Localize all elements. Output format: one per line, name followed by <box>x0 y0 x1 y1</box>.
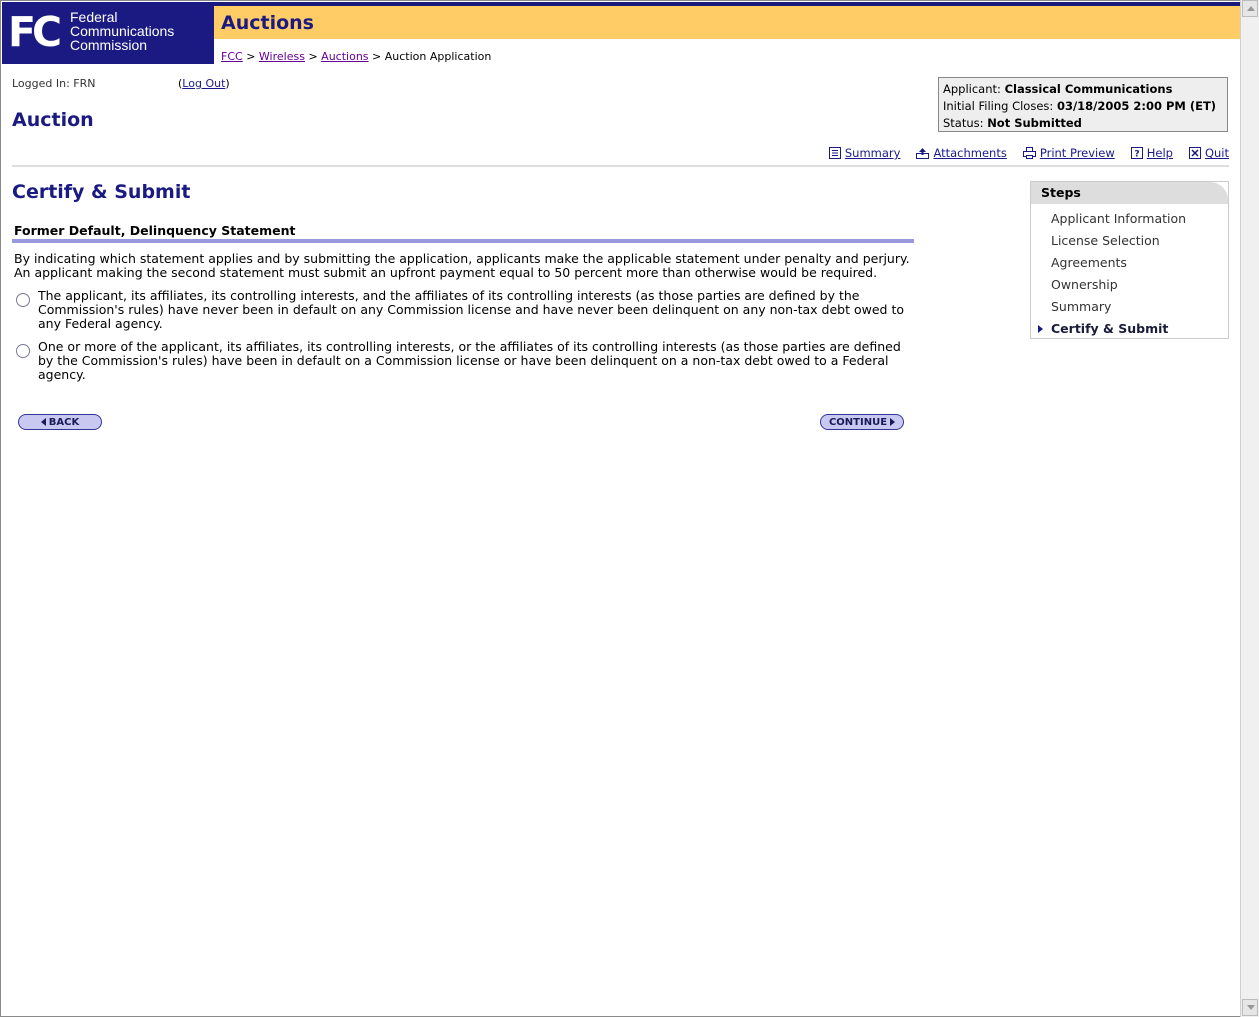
statement-intro: By indicating which statement applies and by submitting the application, applicants make the applicable statement under penalty and perjury. An applicant making the second statement must submit an upfront payment equal to 50 percent more than otherwise would be required. <box>14 251 910 280</box>
filing-label: Initial Filing Closes: <box>943 99 1054 113</box>
logout-link[interactable]: Log Out <box>182 77 226 90</box>
breadcrumb-fcc[interactable]: FCC <box>221 50 243 63</box>
steps-panel <box>1030 181 1229 339</box>
site-header <box>2 2 1240 64</box>
fcc-logo-line-2: Communications <box>70 23 175 39</box>
applicant-info-box <box>938 77 1228 132</box>
step-agreements[interactable]: Agreements <box>1051 255 1127 270</box>
radio-never-default[interactable] <box>16 293 30 307</box>
summary-link[interactable]: Summary <box>844 146 901 160</box>
continue-button[interactable] <box>820 414 904 430</box>
summary-tool[interactable] <box>829 146 901 160</box>
attachments-icon <box>916 147 929 159</box>
svg-text:?: ? <box>1134 149 1140 159</box>
header-divider <box>12 165 1229 167</box>
status-value: Not Submitted <box>987 116 1082 130</box>
breadcrumb-current: Auction Application <box>384 50 492 63</box>
fcc-logo-name <box>70 10 174 52</box>
steps-title: Steps <box>1031 182 1228 204</box>
statement-option-never-default[interactable] <box>16 289 914 331</box>
filing-value: 03/18/2005 2:00 PM (ET) <box>1056 99 1217 113</box>
breadcrumb <box>221 50 491 63</box>
breadcrumb-wireless[interactable]: Wireless <box>258 50 305 63</box>
statement-option-text: One or more of the applicant, its affiliates, its controlling interests, or the affiliates of its controlling interests (as those parties are defined by the Commission's rules) have been in default on a Commission license or have been delinquent on a non-tax debt owed to a Federal agency. <box>38 339 901 382</box>
toolbar <box>829 146 1229 160</box>
statement-option-text: The applicant, its affiliates, its controlling interests, and the affiliates of its controlling interests (as those parties are defined by the Commission's rules) have never been in default on any Commission license and have never been delinquent on any non-tax debt owed to any Federal agency. <box>38 288 904 331</box>
step-applicant-information[interactable]: Applicant Information <box>1051 211 1187 226</box>
step-certify-submit[interactable]: Certify & Submit <box>1031 318 1228 340</box>
attachments-tool[interactable] <box>916 146 1006 160</box>
quit-tool[interactable] <box>1189 146 1229 160</box>
back-button-label: BACK <box>48 416 80 428</box>
logged-in-label: Logged In: FRN <box>12 77 96 90</box>
applicant-label: Applicant: <box>943 82 1001 96</box>
scroll-down-button[interactable] <box>1242 999 1258 1016</box>
status-label: Status: <box>943 116 984 130</box>
page-title: Auction <box>12 109 94 131</box>
applicant-row <box>943 81 1223 98</box>
step-summary[interactable]: Summary <box>1051 299 1112 314</box>
back-button[interactable] <box>18 414 102 430</box>
printer-icon <box>1023 147 1036 159</box>
breadcrumb-separator: > <box>308 50 318 63</box>
help-icon <box>1131 147 1143 159</box>
fcc-logo[interactable] <box>2 2 214 64</box>
chevron-up-icon <box>1247 6 1255 11</box>
breadcrumb-separator: > <box>372 50 382 63</box>
step-license-selection[interactable]: License Selection <box>1051 233 1160 248</box>
vertical-scrollbar[interactable] <box>1240 0 1259 1017</box>
arrow-right-icon <box>890 418 895 426</box>
help-tool[interactable] <box>1131 146 1173 160</box>
breadcrumb-auctions[interactable]: Auctions <box>321 50 369 63</box>
print-preview-link[interactable]: Print Preview <box>1039 146 1115 160</box>
arrow-left-icon <box>41 418 46 426</box>
scroll-up-button[interactable] <box>1242 0 1258 17</box>
logo-slant <box>194 2 214 64</box>
radio-has-default[interactable] <box>16 344 30 358</box>
fcc-logo-line-3: Commission <box>70 37 148 53</box>
summary-icon <box>829 147 841 159</box>
app-title: Auctions <box>221 12 314 34</box>
step-ownership[interactable]: Ownership <box>1051 277 1118 292</box>
quit-link[interactable]: Quit <box>1204 146 1229 160</box>
fcc-logo-line-1: Federal <box>70 9 118 25</box>
statement-heading-rule <box>12 239 914 243</box>
continue-button-label: CONTINUE <box>828 416 888 428</box>
print-preview-tool[interactable] <box>1023 146 1115 160</box>
fcc-logo-mark: FC <box>8 8 59 56</box>
close-icon <box>1189 147 1201 159</box>
chevron-down-icon <box>1247 1005 1255 1010</box>
statement-option-has-default[interactable] <box>16 340 914 382</box>
filing-row <box>943 98 1223 115</box>
status-row <box>943 115 1223 132</box>
breadcrumb-separator: > <box>246 50 256 63</box>
section-title: Certify & Submit <box>12 181 191 203</box>
statement-heading: Former Default, Delinquency Statement <box>14 223 296 238</box>
logout-wrapper: (Log Out) <box>178 77 230 90</box>
applicant-value: Classical Communications <box>1004 82 1173 96</box>
steps-list <box>1031 204 1228 340</box>
help-link[interactable]: Help <box>1146 146 1173 160</box>
header-banner <box>210 6 1240 39</box>
attachments-link[interactable]: Attachments <box>933 146 1007 160</box>
